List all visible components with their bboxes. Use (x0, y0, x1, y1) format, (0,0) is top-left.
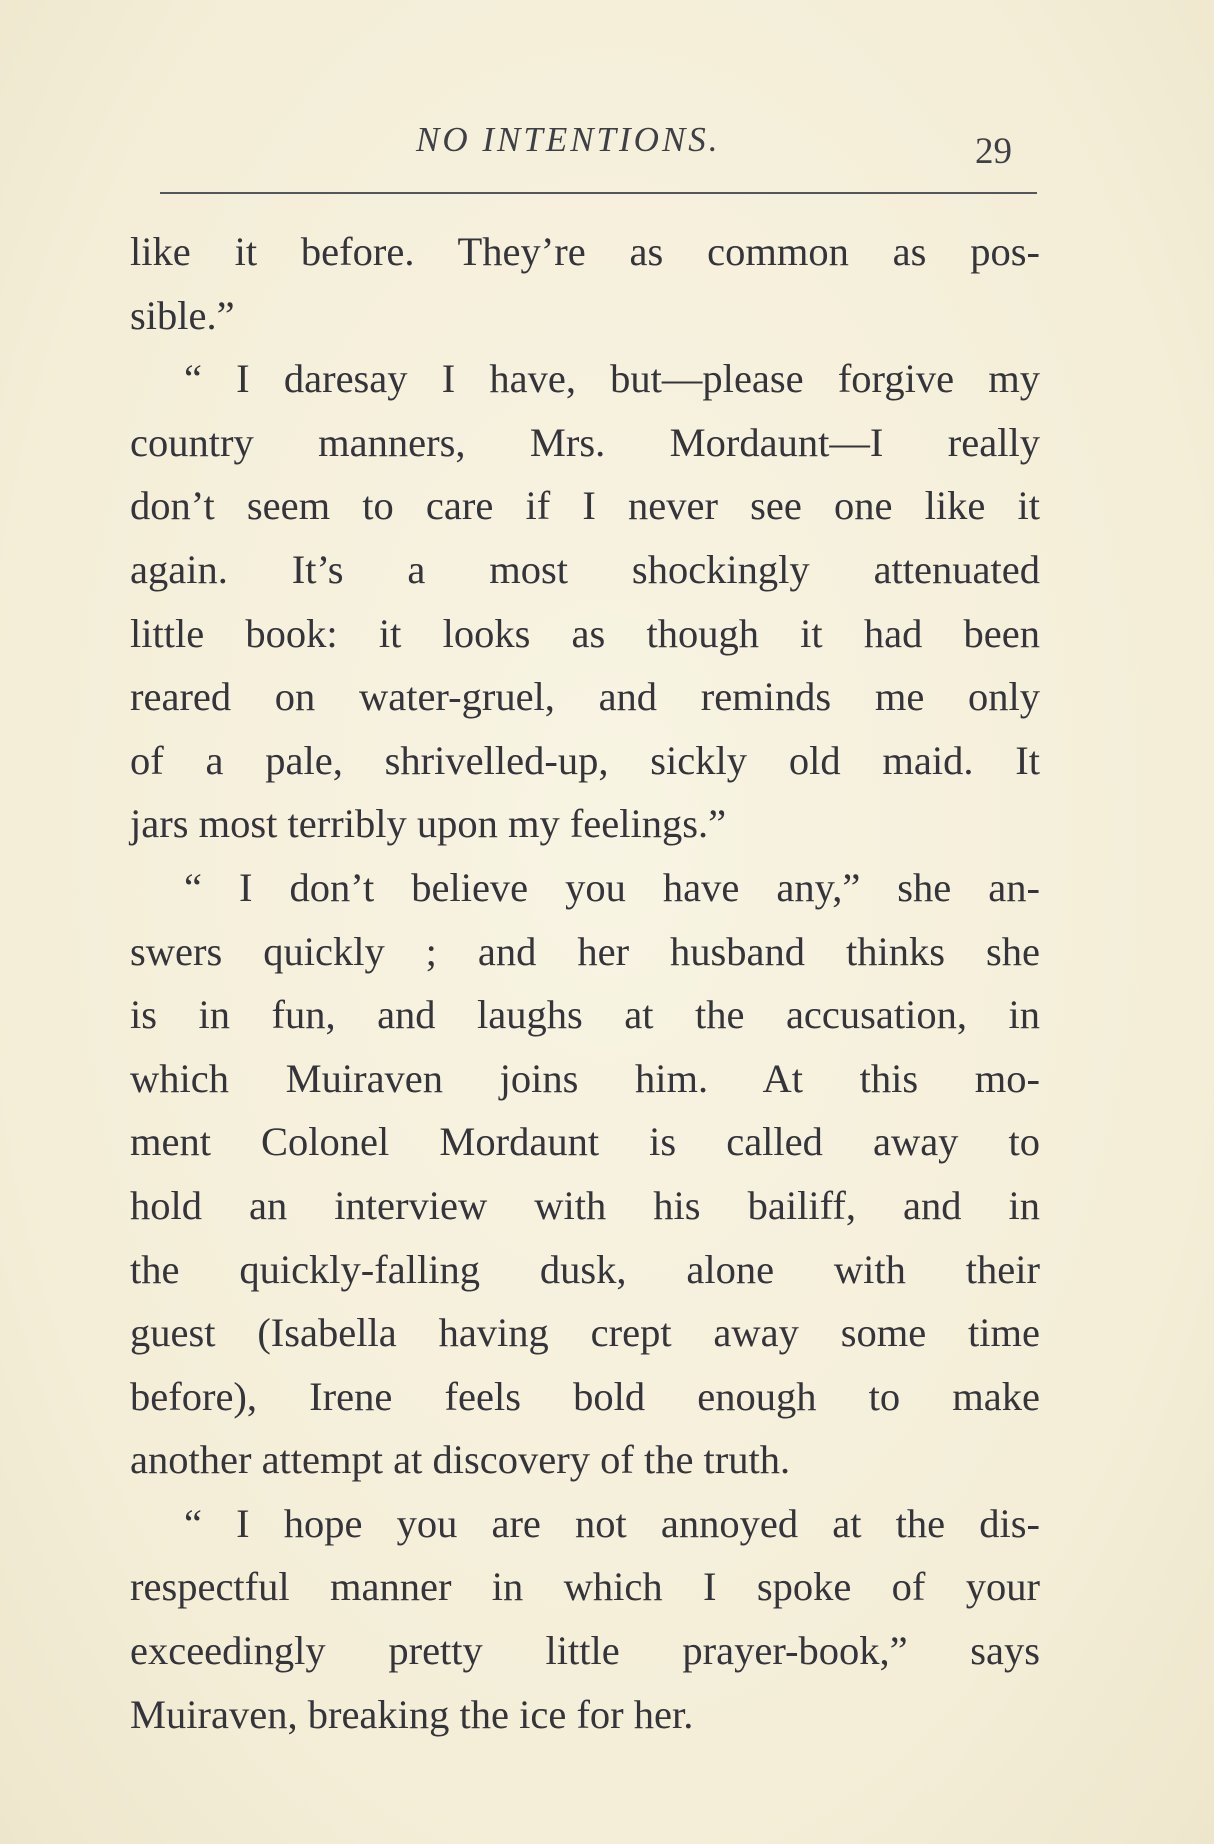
text-line: “ I hope you are not annoyed at the dis- (184, 1500, 1040, 1546)
text-line: “ I don’t believe you have any,” she an- (184, 864, 1040, 910)
running-head (0, 120, 1214, 170)
text-line: respectful manner in which I spoke of your (130, 1564, 1040, 1610)
header-rule (160, 192, 1037, 194)
text-line: jars most terribly upon my feelings.” (130, 801, 727, 847)
text-line: sible.” (130, 292, 235, 338)
text-line: is in fun, and laughs at the accusation, in (130, 992, 1040, 1038)
text-line: the quickly-falling dusk, alone with their (130, 1246, 1040, 1292)
text-line: like it before. They’re as common as pos- (130, 229, 1040, 274)
page-number: 29 (975, 131, 1012, 172)
text-line: country manners, Mrs. Mordaunt—I really (130, 419, 1040, 465)
text-line: don’t seem to care if I never see one like it (130, 483, 1040, 529)
text-line: guest (Isabella having crept away some time (130, 1310, 1040, 1356)
text-line: ment Colonel Mordaunt is called away to (130, 1119, 1040, 1165)
text-line: exceedingly pretty little prayer-book,” says (130, 1628, 1040, 1674)
text-line: of a pale, shrivelled-up, sickly old maid. It (130, 737, 1040, 783)
body-text (130, 220, 1040, 1746)
text-line: swers quickly ; and her husband thinks she (130, 928, 1040, 974)
text-line: before), Irene feels bold enough to make (130, 1373, 1040, 1419)
text-line: another attempt at discovery of the truth. (130, 1437, 791, 1483)
text-line: hold an interview with his bailiff, and in (130, 1182, 1040, 1228)
running-title: NO INTENTIONS. (416, 120, 721, 159)
text-line: little book: it looks as though it had been (130, 610, 1040, 656)
text-line: Muiraven, breaking the ice for her. (130, 1691, 694, 1737)
text-line: which Muiraven joins him. At this mo- (130, 1055, 1040, 1101)
text-line: again. It’s a most shockingly attenuated (130, 546, 1040, 592)
text-line: reared on water-gruel, and reminds me only (130, 674, 1040, 720)
text-line: “ I daresay I have, but—please forgive my (184, 356, 1040, 402)
